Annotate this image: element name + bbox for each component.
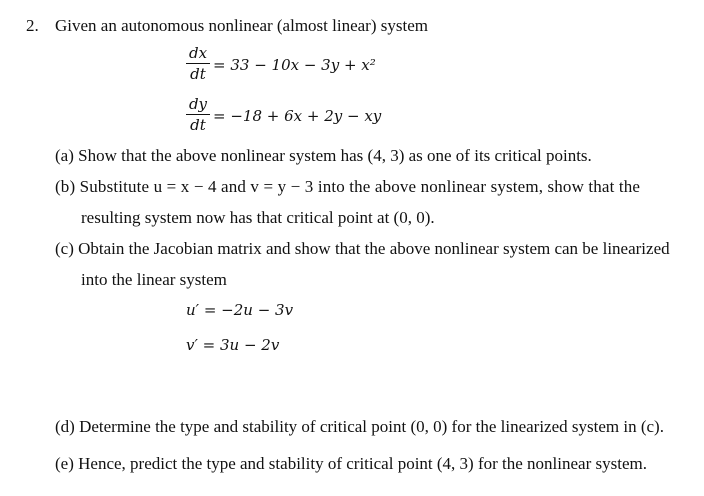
part-b-line-2: resulting system now has that critical point at (0, 0). (81, 208, 435, 227)
part-e: (e) Hence, predict the type and stability of critical point (4, 3) for the nonlinear system. (55, 454, 647, 473)
fraction-dy-dt (186, 95, 210, 134)
fraction-numerator: dy (188, 95, 208, 113)
part-c-line-2: into the linear system (81, 270, 227, 289)
linear-equation-v: v′ = 3u − 2v (186, 336, 280, 354)
problem-number: 2. (26, 16, 39, 35)
equation-rhs: = 33 − 10x − 3y + x² (213, 56, 376, 74)
part-a: (a) Show that the above nonlinear system has (4, 3) as one of its critical points. (55, 146, 592, 165)
fraction-denominator: dt (190, 116, 206, 135)
part-c-line-1: (c) Obtain the Jacobian matrix and show that the above nonlinear system can be linearized (55, 239, 670, 258)
fraction-numerator: dx (188, 44, 208, 62)
fraction-dx-dt (186, 44, 210, 83)
equation-rhs: = −18 + 6x + 2y − xy (213, 107, 382, 125)
fraction-bar (186, 114, 210, 115)
linear-equation-u: u′ = −2u − 3v (186, 301, 294, 319)
part-d: (d) Determine the type and stability of critical point (0, 0) for the linearized system in (c). (55, 417, 664, 436)
part-b-line-1: (b) Substitute u = x − 4 and v = y − 3 into the above nonlinear system, show that the (55, 177, 641, 196)
fraction-bar (186, 63, 210, 64)
fraction-denominator: dt (190, 65, 206, 84)
problem-intro: Given an autonomous nonlinear (almost linear) system (55, 16, 428, 35)
